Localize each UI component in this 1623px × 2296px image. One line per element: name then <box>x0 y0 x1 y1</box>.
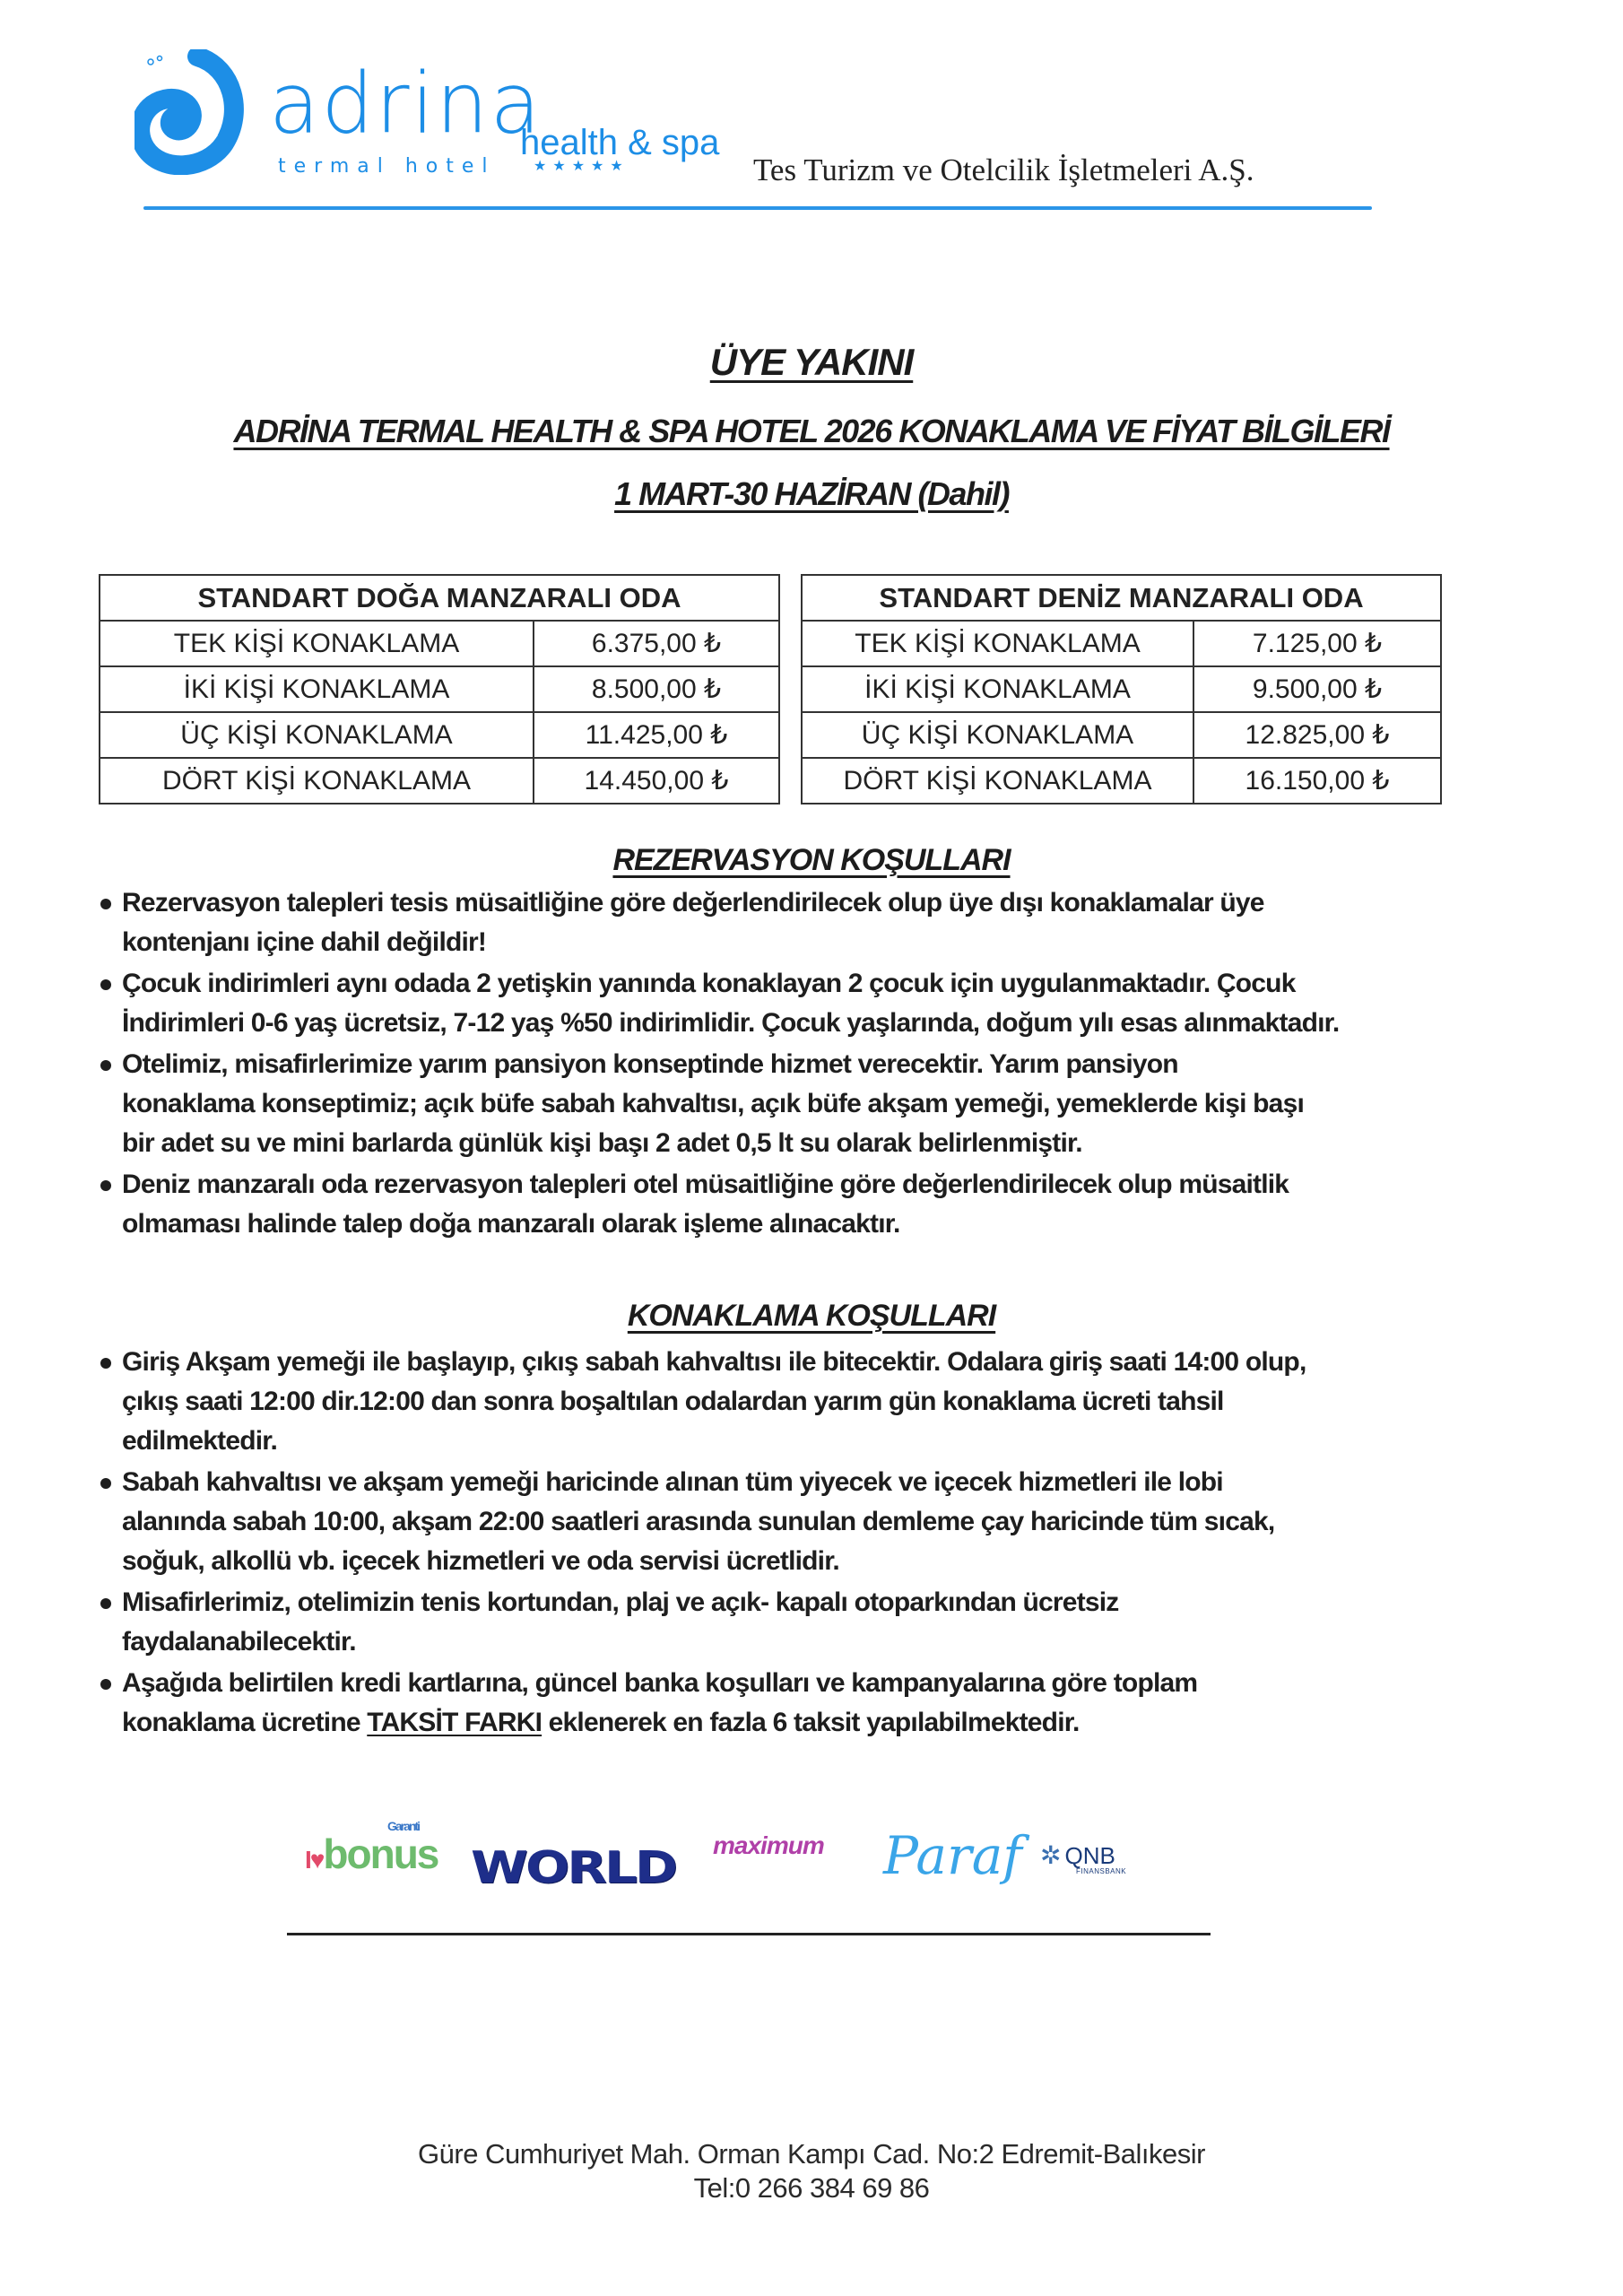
text-segment: eklenerek en fazla 6 taksit yapılabilmektedir. <box>542 1708 1080 1737</box>
list-item-line: edilmektedir. <box>122 1426 278 1456</box>
bonus-card-logo-icon <box>305 1819 438 1878</box>
date-range: 1 MART-30 HAZİRAN (Dahil) <box>614 475 1009 512</box>
price-value: 9.500,00 ₺ <box>1193 666 1441 712</box>
occupancy-label: İKİ KİŞİ KONAKLAMA <box>100 666 534 712</box>
list-item <box>100 964 1490 1043</box>
credit-card-logos <box>296 1821 1211 1901</box>
list-item <box>100 883 1490 962</box>
list-item-line: Sabah kahvaltısı ve akşam yemeği haricinde alınan tüm yiyecek ve içecek hizmetleri ile lobi <box>122 1467 1223 1497</box>
list-item-line: bir adet su ve mini barlarda günlük kişi başı 2 adet 0,5 lt su olarak belirlenmiştir. <box>122 1128 1082 1158</box>
table-header: STANDART DOĞA MANZARALI ODA <box>100 575 779 621</box>
reservation-conditions-heading: REZERVASYON KOŞULLARI <box>612 843 1011 877</box>
bullet-icon <box>100 1180 111 1191</box>
qnb-mark-icon: ✲ <box>1040 1841 1062 1869</box>
table-row <box>802 758 1441 804</box>
brand-name: adrina <box>269 54 542 153</box>
table-row <box>802 712 1441 758</box>
list-item <box>100 1664 1490 1743</box>
bullet-icon <box>100 1358 111 1369</box>
bullet-icon <box>100 1598 111 1609</box>
occupancy-label: ÜÇ KİŞİ KONAKLAMA <box>100 712 534 758</box>
address-text: Güre Cumhuriyet Mah. Orman Kampı Cad. No:2 Edremit-Balıkesir <box>418 2138 1205 2170</box>
price-value: 8.500,00 ₺ <box>534 666 779 712</box>
table-row <box>100 712 779 758</box>
list-item-line: kontenjanı içine dahil değildir! <box>122 927 487 957</box>
list-item-line: faydalanabilecektir. <box>122 1627 356 1657</box>
price-table-nature-view <box>99 574 780 804</box>
price-value: 11.425,00 ₺ <box>534 712 779 758</box>
list-item <box>100 1343 1490 1461</box>
price-value: 6.375,00 ₺ <box>534 621 779 666</box>
bullet-icon <box>100 899 111 909</box>
page-title: ÜYE YAKINI <box>709 341 914 383</box>
heart-icon: I♥ <box>305 1846 324 1874</box>
price-table-sea-view <box>801 574 1442 804</box>
world-card-logo-icon: WORLD <box>471 1841 676 1893</box>
price-value: 14.450,00 ₺ <box>534 758 779 804</box>
table-row <box>802 666 1441 712</box>
qnb-text: QNB <box>1064 1842 1115 1869</box>
list-item <box>100 1583 1490 1662</box>
occupancy-label: DÖRT KİŞİ KONAKLAMA <box>100 758 534 804</box>
occupancy-label: TEK KİŞİ KONAKLAMA <box>802 621 1193 666</box>
list-item-line: Otelimiz, misafirlerimize yarım pansiyon konseptinde hizmet verecektir. Yarım pansiyon <box>122 1049 1178 1079</box>
occupancy-label: DÖRT KİŞİ KONAKLAMA <box>802 758 1193 804</box>
footer-divider <box>287 1933 1211 1935</box>
list-item-line: Aşağıda belirtilen kredi kartlarına, güncel banka koşulları ve kampanyalarına göre toplam <box>122 1668 1198 1698</box>
garanti-label: Garanti <box>387 1819 420 1833</box>
list-item-line: Rezervasyon talepleri tesis müsaitliğine göre değerlendirilecek olup üye dışı konaklamalar üye <box>122 888 1264 918</box>
list-item-line: olmaması halinde talep doğa manzaralı olarak işleme alınacaktır. <box>122 1209 900 1239</box>
list-item-line: alanında sabah 10:00, akşam 22:00 saatleri arasında sunulan demleme çay haricinde tüm sıcak, <box>122 1507 1275 1536</box>
price-value: 7.125,00 ₺ <box>1193 621 1441 666</box>
bullet-icon <box>100 1060 111 1071</box>
table-row <box>100 666 779 712</box>
list-item <box>100 1045 1490 1163</box>
page-subtitle: ADRİNA TERMAL HEALTH & SPA HOTEL 2026 KONAKLAMA VE FİYAT BİLGİLERİ <box>233 413 1390 449</box>
accommodation-conditions-list <box>100 1343 1490 1743</box>
list-item <box>100 1463 1490 1581</box>
list-item-line <box>122 1703 1490 1743</box>
bullet-icon <box>100 1679 111 1690</box>
accommodation-conditions-heading: KONAKLAMA KOŞULLARI <box>627 1299 996 1333</box>
letterhead <box>135 49 1372 215</box>
phone-text: Tel:0 266 384 69 86 <box>693 2172 930 2204</box>
adrina-swirl-logo-icon <box>135 49 247 175</box>
star-rating-icon: ★★★★★ <box>534 159 629 174</box>
table-row <box>100 758 779 804</box>
list-item-line: Giriş Akşam yemeği ile başlayıp, çıkış sabah kahvaltısı ile bitecektir. Odalara giriş saati 14:00 olup, <box>122 1347 1306 1377</box>
brand-tagline: termal hotel <box>278 155 496 178</box>
list-item-line: konaklama konseptimiz; açık büfe sabah kahvaltısı, açık büfe akşam yemeği, yemeklerde kişi başı <box>122 1089 1304 1118</box>
table-header: STANDART DENİZ MANZARALI ODA <box>802 575 1441 621</box>
bullet-icon <box>100 979 111 990</box>
occupancy-label: ÜÇ KİŞİ KONAKLAMA <box>802 712 1193 758</box>
table-row <box>802 621 1441 666</box>
list-item-line: Deniz manzaralı oda rezervasyon talepleri otel müsaitliğine göre değerlendirilecek olup müsaitlik <box>122 1170 1289 1199</box>
bullet-icon <box>100 1478 111 1489</box>
paraf-card-logo-icon: Paraf <box>883 1825 1022 1886</box>
list-item-line: soğuk, alkollü vb. içecek hizmetleri ve oda servisi ücretlidir. <box>122 1546 839 1576</box>
occupancy-label: İKİ KİŞİ KONAKLAMA <box>802 666 1193 712</box>
list-item-line: İndirimleri 0-6 yaş ücretsiz, 7-12 yaş %50 indirimlidir. Çocuk yaşlarında, doğum yılı esas alınmaktadır. <box>122 1008 1340 1038</box>
price-value: 12.825,00 ₺ <box>1193 712 1441 758</box>
occupancy-label: TEK KİŞİ KONAKLAMA <box>100 621 534 666</box>
price-value: 16.150,00 ₺ <box>1193 758 1441 804</box>
table-row <box>100 621 779 666</box>
company-name: Tes Turizm ve Otelcilik İşletmeleri A.Ş. <box>753 152 1254 187</box>
qnb-finansbank-logo-icon <box>1040 1840 1127 1875</box>
footer-contact <box>0 2137 1623 2205</box>
list-item <box>100 1165 1490 1244</box>
list-item-line: çıkış saati 12:00 dir.12:00 dan sonra boşaltılan odalardan yarım gün konaklama ücreti tahsil <box>122 1387 1224 1416</box>
maximum-card-logo-icon: maximum <box>713 1831 824 1859</box>
list-item-line: Çocuk indirimleri aynı odada 2 yetişkin yanında konaklayan 2 çocuk için uygulanmaktadır. Çocuk <box>122 969 1296 998</box>
installment-difference-emphasis: TAKSİT FARKI <box>367 1708 542 1737</box>
header-divider <box>143 206 1372 210</box>
text-segment: konaklama ücretine <box>122 1708 368 1737</box>
bonus-text: bonus <box>323 1831 438 1877</box>
finansbank-text: FINANSBANK <box>1076 1867 1127 1875</box>
list-item-line: Misafirlerimiz, otelimizin tenis kortundan, plaj ve açık- kapalı otoparkından ücretsiz <box>122 1587 1119 1617</box>
reservation-conditions-list <box>100 883 1490 1244</box>
brand-subtitle: health & spa <box>520 123 720 162</box>
